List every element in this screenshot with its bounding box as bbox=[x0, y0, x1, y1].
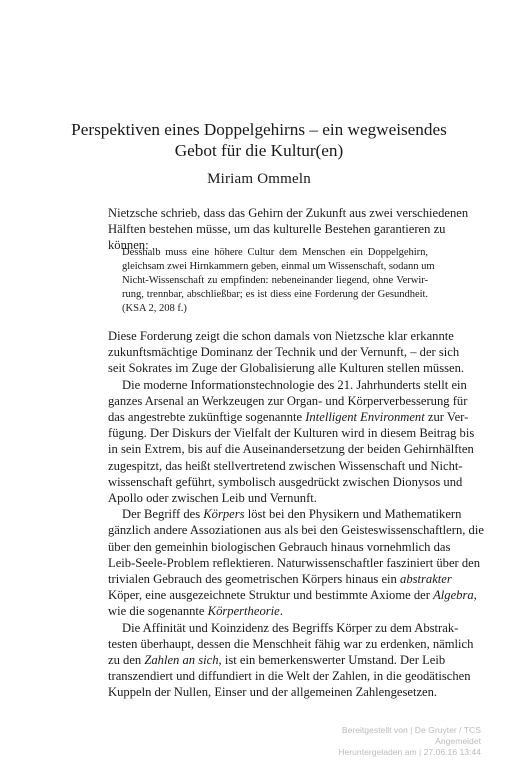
text-line: über den gemeinhin biologischen Gebrauch hinaus vornehmlich das bbox=[108, 539, 451, 554]
emphasis-term: abstrakter bbox=[400, 572, 452, 586]
text-line: können: bbox=[108, 238, 149, 253]
chapter-title bbox=[40, 119, 478, 161]
body-paragraph-1 bbox=[108, 328, 465, 377]
text-line: wissenschaft geführt, symbolisch ausgedrückt zwischen Dionysos und bbox=[108, 474, 463, 489]
download-watermark bbox=[338, 725, 481, 758]
text-line: zugespitzt, das heißt stellvertretend zwischen Wissenschaft und Nicht- bbox=[108, 458, 463, 473]
quote-line: gleichsam zwei Hirnkammern geben, einmal um Wissenschaft, sodann um bbox=[122, 261, 435, 272]
text-line: Hälften bestehen müsse, um das kulturelle Bestehen garantieren zu bbox=[108, 222, 446, 237]
quote-line: Nicht-Wissenschaft zu empfinden: nebeneinander liegend, ohne Verwir- bbox=[122, 275, 428, 286]
block-quote bbox=[122, 246, 435, 316]
text-line: Der Begriff des Körpers löst bei den Physikern und Mathematikern bbox=[122, 507, 462, 522]
text-line: wie die sogenannte Körpertheorie. bbox=[108, 604, 283, 619]
text-line: zukunftsmächtige Dominanz der Technik und der Vernunft, – der sich bbox=[108, 345, 460, 360]
text-line: fügung. Der Diskurs der Vielfalt der Kulturen wird in diesem Beitrag bis bbox=[108, 426, 475, 441]
text-line: zu den Zahlen an sich, ist ein bemerkenswerter Umstand. Der Leib bbox=[108, 653, 446, 667]
text-line: testen überhaupt, dessen die Menschheit fähig war zu erdenken, nämlich bbox=[108, 636, 474, 651]
text-line: Apollo oder zwischen Leib und Vernunft. bbox=[108, 491, 317, 506]
text-line: Diese Forderung zeigt die schon damals von Nietzsche klar erkannte bbox=[108, 329, 454, 343]
text-line: ganzes Arsenal an Werkzeugen zur Organ- und Körperverbesserung für bbox=[108, 393, 468, 408]
text-line: das angestrebte zukünftige sogenannte Intelligent Environment zur Ver- bbox=[108, 410, 469, 424]
text-line: Nietzsche schrieb, dass das Gehirn der Zukunft aus zwei verschiedenen bbox=[108, 206, 469, 220]
text-line: Die Affinität und Koinzidenz des Begriffs Körper zu dem Abstrak- bbox=[122, 620, 459, 635]
emphasis-term: Körpertheorie bbox=[207, 604, 280, 619]
body-paragraph-4 bbox=[108, 620, 474, 701]
emphasis-term: Intelligent Environment bbox=[305, 410, 425, 424]
quote-line: rung, trennbar, abschließbar; es ist diess eine Forderung der Gesundheit. bbox=[122, 289, 428, 300]
watermark-line: Bereitgestellt von | De Gruyter / TCS bbox=[341, 725, 481, 735]
watermark-line: Heruntergeladen am | 27.06.16 13:44 bbox=[338, 747, 481, 757]
text-line: Leib-Seele-Problem reflektieren. Naturwissenschaftler fasziniert über den bbox=[108, 555, 481, 570]
text-line: seit Sokrates im Zuge der Globalisierung alle Kulturen stellen müssen. bbox=[108, 361, 465, 376]
text-line: gänzlich andere Assoziationen aus als bei den Geisteswissenschaftlern, die bbox=[108, 523, 484, 538]
text-line: transzendiert und diffundiert in die Welt der Zahlen, in die geodätischen bbox=[108, 669, 471, 684]
author-name: Miriam Ommeln bbox=[207, 171, 311, 187]
emphasis-term: Algebra bbox=[433, 588, 474, 603]
text-line: Die moderne Informationstechnologie des 21. Jahrhunderts stellt ein bbox=[122, 377, 467, 392]
quote-line: Desshalb muss eine höhere Cultur dem Menschen ein Doppelgehirn, bbox=[122, 247, 428, 258]
emphasis-term: Zahlen an sich bbox=[144, 653, 219, 667]
text-line: trivialen Gebrauch des geometrischen Körpers hinaus ein abstrakter bbox=[108, 572, 452, 586]
emphasis-term: Körpers bbox=[203, 507, 245, 522]
text-line: Köper, eine ausgezeichnete Struktur und bestimmte Axiome der Algebra, bbox=[108, 588, 477, 603]
body-paragraph-3 bbox=[108, 506, 484, 619]
text-line: Kuppeln der Nullen, Einser und der allgemeinen Zahlengesetzen. bbox=[108, 685, 438, 700]
text-line: in sein Extrem, bis auf die Auseinandersetzung der beiden Gehirnhälften bbox=[108, 442, 474, 457]
watermark-line: Angemeldet bbox=[435, 736, 481, 746]
chapter-title-line: Perspektiven eines Doppelgehirns – ein wegweisendes bbox=[71, 120, 447, 139]
body-paragraph-2 bbox=[108, 377, 475, 507]
quote-citation: (KSA 2, 208 f.) bbox=[122, 303, 187, 314]
chapter-title-line: Gebot für die Kultur(en) bbox=[174, 141, 344, 160]
